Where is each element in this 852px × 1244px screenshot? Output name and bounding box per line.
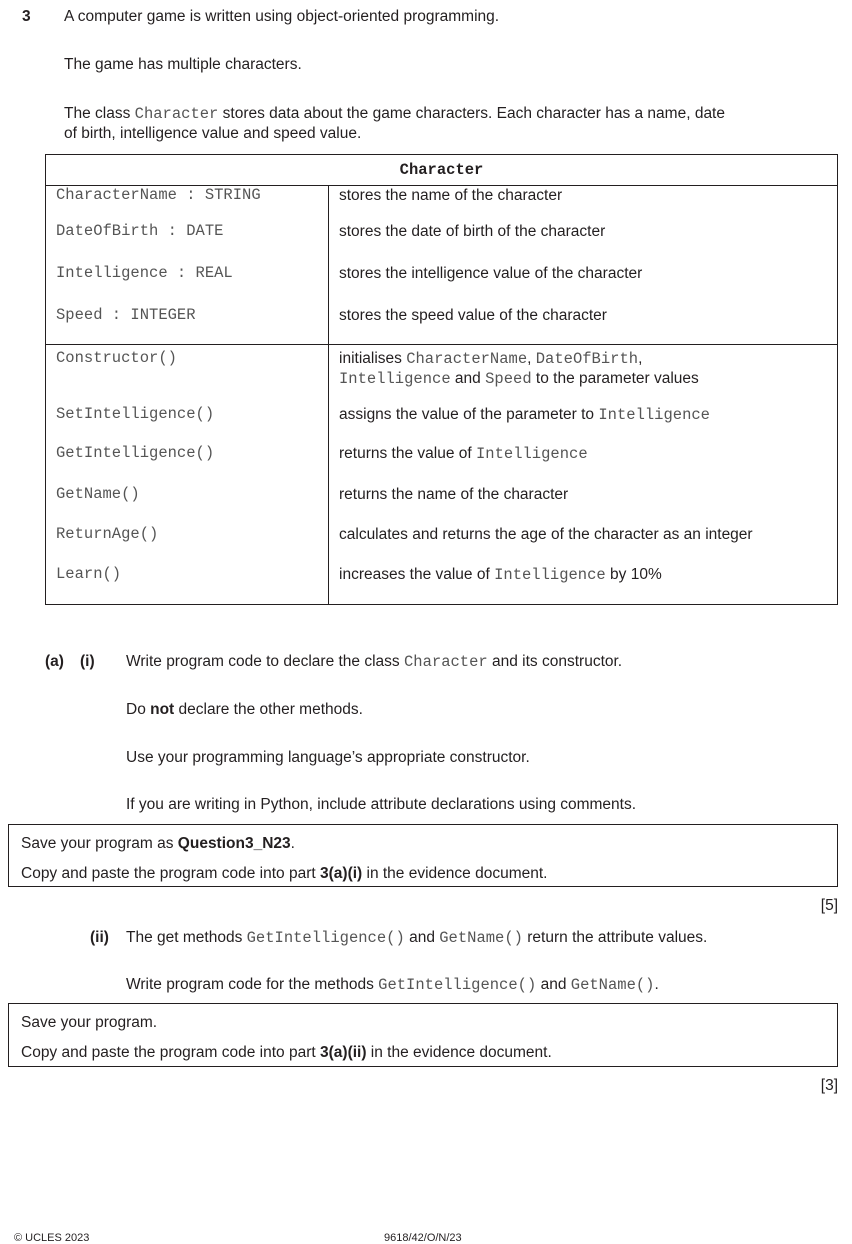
marks-a-ii: [3] [820, 1077, 838, 1094]
part-a-ii-line-1: The get methods GetIntelligence() and GetName() return the attribute values. [126, 929, 708, 947]
question-intro-2: The game has multiple characters. [64, 56, 302, 73]
method-desc: initialises CharacterName, DateOfBirth, Intelligence and Speed to the parameter values [329, 345, 838, 405]
part-a-label: (a) [45, 653, 64, 670]
instruction-box-a-ii [8, 1003, 838, 1067]
box-a-ii-line-2: Copy and paste the program code into part 3(a)(ii) in the evidence document. [21, 1044, 552, 1061]
box-a-i-line-2: Copy and paste the program code into part 3(a)(i) in the evidence document. [21, 865, 548, 882]
part-a-i-line-4: If you are writing in Python, include attribute declarations using comments. [126, 796, 637, 813]
attribute-desc: stores the name of the character [329, 186, 838, 222]
method-desc: calculates and returns the age of the character as an integer [329, 525, 838, 565]
method-name: ReturnAge() [46, 525, 329, 565]
attribute-name: Speed : INTEGER [46, 306, 329, 345]
attribute-name: CharacterName : STRING [46, 186, 329, 222]
box-a-ii-line-1: Save your program. [21, 1014, 158, 1031]
part-ii-label: (ii) [90, 929, 109, 946]
part-a-i-line-1: Write program code to declare the class Character and its constructor. [126, 653, 623, 671]
method-desc: returns the name of the character [329, 485, 838, 525]
method-name: Constructor() [46, 345, 329, 405]
part-a-i-line-3: Use your programming language’s appropriate constructor. [126, 749, 530, 766]
box-a-i-line-1: Save your program as Question3_N23. [21, 835, 295, 852]
method-desc: increases the value of Intelligence by 10% [329, 565, 838, 605]
class-table [45, 154, 838, 605]
table-row [46, 405, 838, 444]
methods-group [46, 345, 838, 605]
method-desc: returns the value of Intelligence [329, 444, 838, 485]
table-row [46, 525, 838, 565]
method-name: SetIntelligence() [46, 405, 329, 444]
question-number: 3 [22, 8, 31, 25]
method-name: GetName() [46, 485, 329, 525]
method-desc: assigns the value of the parameter to Intelligence [329, 405, 838, 444]
attributes-group [46, 186, 838, 345]
table-row [46, 565, 838, 605]
question-intro-1: A computer game is written using object-oriented programming. [64, 8, 500, 25]
attribute-desc: stores the speed value of the character [329, 306, 838, 345]
table-row [46, 485, 838, 525]
table-row [46, 345, 838, 405]
marks-a-i: [5] [820, 897, 838, 914]
attribute-name: Intelligence : REAL [46, 264, 329, 306]
attribute-desc: stores the date of birth of the character [329, 222, 838, 264]
part-a-i-line-2: Do not declare the other methods. [126, 701, 363, 718]
footer-paper-code: 9618/42/O/N/23 [384, 1232, 462, 1244]
table-row [46, 264, 838, 306]
footer-copyright: © UCLES 2023 [14, 1232, 90, 1244]
part-i-label: (i) [80, 653, 95, 670]
instruction-box-a-i [8, 824, 838, 887]
table-row [46, 444, 838, 485]
class-table-title: Character [46, 155, 838, 186]
attribute-name: DateOfBirth : DATE [46, 222, 329, 264]
table-row [46, 306, 838, 345]
attribute-desc: stores the intelligence value of the character [329, 264, 838, 306]
method-name: GetIntelligence() [46, 444, 329, 485]
part-a-ii-line-2: Write program code for the methods GetIntelligence() and GetName(). [126, 976, 659, 994]
method-name: Learn() [46, 565, 329, 605]
question-intro-3: The class Character stores data about the game characters. Each character has a name, date of birth, intelligence value and speed value. [64, 105, 725, 142]
table-row [46, 186, 838, 222]
table-row [46, 222, 838, 264]
